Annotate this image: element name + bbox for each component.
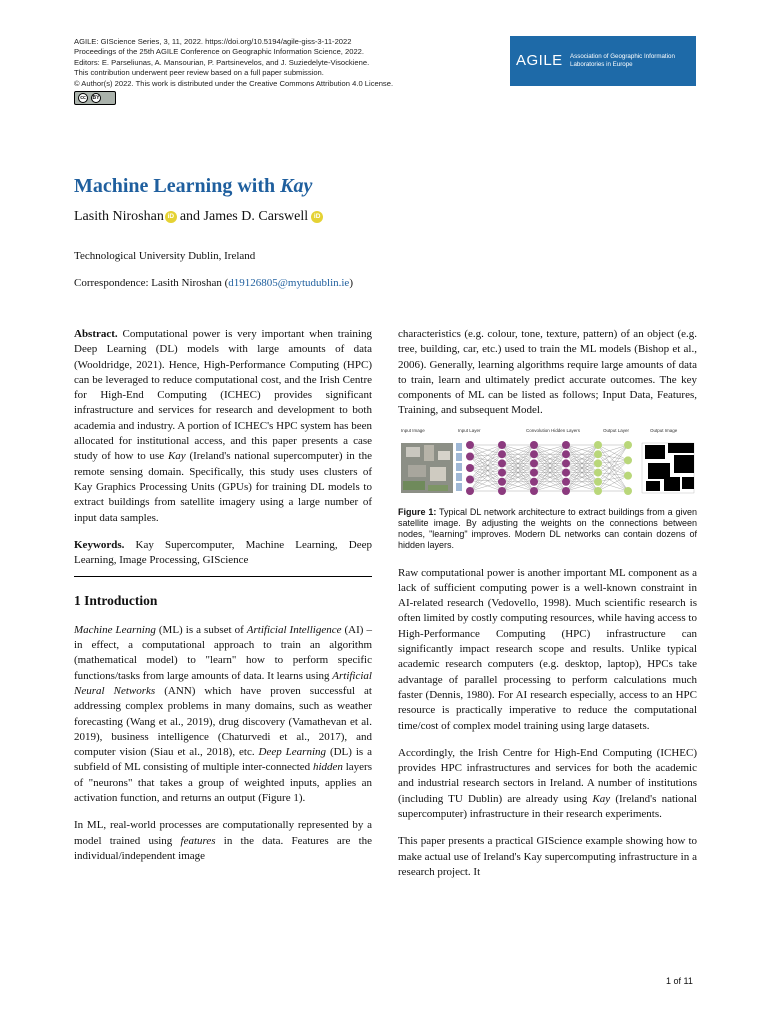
network-node [466, 487, 474, 495]
cc-icon: cc [78, 93, 88, 103]
network-node [562, 478, 570, 486]
correspondence-label: Correspondence: Lasith Niroshan ( [74, 277, 229, 289]
header-line: Proceedings of the 25th AGILE Conference on Geographic Information Science, 2022. [74, 47, 365, 57]
figure-label: Convolution Hidden Layers [526, 427, 581, 433]
network-node [594, 487, 602, 495]
correspondence-close: ) [349, 277, 353, 289]
creative-commons-badge[interactable] [74, 91, 116, 105]
network-node [530, 441, 538, 449]
left-column [74, 327, 372, 876]
author-name: Lasith Niroshan [74, 209, 164, 224]
network-edge [470, 482, 502, 491]
figure-label: Output Image [650, 427, 678, 433]
email-link[interactable]: d19126805@mytudublin.ie [228, 277, 350, 289]
page-number: 1 of 11 [666, 976, 693, 986]
logo-subtitle-line2: Laboratories in Europe [570, 60, 633, 68]
title-italic: Kay [280, 175, 313, 197]
network-node [594, 468, 602, 476]
network-node [594, 478, 602, 486]
input-pixel [456, 463, 462, 471]
abstract-text: (Ireland's national supercomputer) in the remote sensing domain. Specifically, this study uses clusters of Kay Graphics Processing Units (GPUs) for training DL models to extract buildings from satellite imagery using a large number of input data samples. [74, 450, 372, 524]
network-node [624, 441, 632, 449]
satellite-image [401, 443, 453, 493]
network-edge [598, 463, 628, 491]
network-node [624, 471, 632, 479]
network-node [562, 459, 570, 467]
network-node [466, 464, 474, 472]
input-pixel [456, 473, 462, 481]
logo-subtitle [570, 53, 675, 68]
body-paragraph [398, 746, 697, 822]
network-node [594, 459, 602, 467]
network-node [562, 487, 570, 495]
network-node [530, 487, 538, 495]
italic-term: features [180, 834, 216, 847]
network-edge [598, 445, 628, 463]
title-main: Machine Learning with [74, 175, 281, 197]
network-node [466, 441, 474, 449]
body-text: (ML) is a subset of [155, 623, 247, 636]
network-node [498, 487, 506, 495]
figure-caption [398, 507, 697, 552]
network-node [594, 441, 602, 449]
orcid-icon[interactable]: iD [165, 211, 177, 223]
body-paragraph: Raw computational power is another important ML component as a lack of sufficient computing power is a well-known constraint in AI-related research (Vedovello, 1998). Much scientific research is often limited by costly computing resources, while having access to High-Performance Computing (HPC) infrastructure can significantly impact research scope and results. Unlike typical academic research computers (e.g. desktop, laptop), HPCs take advantage of parallel processing to perform calculations much faster (Dennis, 1980). For AI research especially, access to an HPC resource is practically imperative to reduce the computational time/cost of complex model training using large datasets. [398, 566, 697, 732]
figure-label: Output Layer [603, 427, 630, 433]
header-line: AGILE: GIScience Series, 3, 11, 2022. https://doi.org/10.5194/agile-giss-3-11-2022 [74, 37, 352, 46]
network-node [498, 468, 506, 476]
network-node [530, 450, 538, 458]
header-line: © Author(s) 2022. This work is distributed under the Creative Commons Attribution 4.0 License. [74, 78, 394, 88]
input-pixel [456, 453, 462, 461]
network-node [530, 468, 538, 476]
network-node [498, 478, 506, 486]
abstract [74, 327, 372, 526]
correspondence [74, 277, 353, 289]
input-pixel [456, 483, 462, 491]
intro-paragraph [74, 623, 372, 807]
network-edge [598, 463, 628, 475]
author-list [74, 209, 326, 225]
italic-term: Artificial Neural Networks [74, 669, 372, 697]
body-text: (AI) – in effect, a computational approach to train an algorithm (mathematical model) to "learn" how to perform specific functions/tasks from large amounts of data. It learns using [74, 623, 372, 682]
network-node [498, 441, 506, 449]
network-node [466, 475, 474, 483]
right-column [398, 327, 697, 892]
affiliation: Technological University Dublin, Ireland [74, 250, 256, 262]
orcid-icon[interactable]: iD [311, 211, 323, 223]
body-text: (Ireland's national supercomputer) infrastructure in their research experiments. [398, 792, 697, 821]
caption-label: Figure 1: [398, 506, 437, 517]
network-edge [470, 454, 502, 479]
body-paragraph: characteristics (e.g. colour, tone, texture, pattern) of an object (e.g. tree, building, car, etc.) used to train the ML models (Bishop et al., 2006). Generally, learning algorithms require large amounts of data to train, learn and ultimately predict accurate outcomes. The key components of ML can be listed as follows; Input Data, Features, Training, and subsequent Model. [398, 328, 697, 417]
figure-label: Input Layer [458, 427, 481, 433]
network-edge [598, 445, 628, 473]
body-text: In ML, real-world processes are computationally represented by a model trained using [74, 819, 372, 847]
keywords-label: Keywords. [74, 538, 125, 551]
logo-subtitle-line1: Association of Geographic Information [570, 53, 675, 60]
network-node [498, 450, 506, 458]
network-node [624, 487, 632, 495]
author-name: and James D. Carswell [179, 209, 309, 224]
network-diagram [398, 425, 697, 497]
network-node [530, 478, 538, 486]
by-icon: BY [92, 95, 100, 101]
network-edge [470, 456, 502, 481]
abstract-kay: Kay [167, 450, 186, 463]
network-node [466, 452, 474, 460]
caption-text: Typical DL network architecture to extract buildings from a given satellite image. By adjusting the weights on the connections between nodes, "learning" improves. Modern DL networks can contain dozens of hidden layers. [398, 506, 697, 551]
publication-header [74, 37, 494, 89]
section-divider [74, 576, 372, 577]
keywords [74, 538, 372, 569]
header-line: Editors: E. Parseliunas, A. Mansourian, P. Partsinevelos, and J. Suziedelyte-Visockiene. [74, 57, 370, 67]
header-line: This contribution underwent peer review based on a full paper submission. [74, 68, 324, 78]
body-text: Accordingly, the Irish Centre for High-End Computing (ICHEC) provides HPC infrastructures and services for both the academic and industrial research sectors in Ireland. A number of institutions (including TU Dublin) are already using [398, 746, 697, 805]
network-node [594, 450, 602, 458]
body-text: in the data. Features are the individual/independent image [74, 834, 373, 862]
neural-network [456, 441, 632, 495]
paper-title [74, 175, 312, 198]
network-node [498, 459, 506, 467]
section-heading: 1 Introduction [74, 593, 158, 609]
italic-term: hidden [312, 761, 343, 774]
body-text: (ANN) which have proven successful at addressing complex problems in many domains, such as weather forecasting (Wang et al., 2019), drug discovery (Vamathevan et al. 2019), business intelligence (Chaturvedi et al., 2017), and computer vision (Siau et al., 2018), etc. [74, 684, 372, 759]
agile-logo [510, 36, 696, 86]
output-mask-image [642, 443, 694, 493]
keywords-text: Kay Supercomputer, Machine Learning, Deep Learning, Image Processing, GIScience [74, 538, 372, 567]
body-text: (DL) is a subfield of ML consisting of multiple inter-connected [74, 746, 373, 774]
network-edge [470, 445, 502, 482]
input-pixel [456, 443, 462, 451]
network-edge [470, 445, 502, 454]
abstract-label: Abstract. [74, 328, 118, 340]
network-edge [470, 454, 502, 491]
network-edge [470, 445, 502, 463]
network-node [530, 459, 538, 467]
network-node [562, 441, 570, 449]
body-kay: Kay [592, 792, 611, 805]
italic-term: Artificial Intelligence [246, 623, 342, 636]
network-edge [470, 445, 502, 457]
italic-term: Machine Learning [74, 623, 156, 636]
figure-label: Input Image [401, 427, 425, 433]
network-edge [598, 460, 628, 472]
intro-paragraph [74, 818, 372, 864]
network-node [624, 456, 632, 464]
abstract-text: Computational power is very important when training Deep Learning (DL) models with large amounts of data (Wooldridge, 2021). Hence, High-Performance Computing (HPC) can be leveraged to reduce computational cost, and the Irish Centre for High-End Computing (ICHEC) provides significant infrastructure and services for research and development to both academia and industry. A portion of ICHEC's HPC system has been allocated for institutional access, and this paper presents a case study of how to use [74, 328, 372, 463]
network-node [562, 450, 570, 458]
network-node [562, 468, 570, 476]
figure-1 [398, 425, 697, 497]
network-edge [598, 472, 628, 490]
italic-term: Deep Learning [258, 746, 327, 759]
network-edge [470, 472, 502, 490]
network-edge [470, 479, 502, 491]
logo-text: AGILE [516, 52, 563, 69]
body-text: layers of "neurons" that takes a group of weighted inputs, applies an activation function, and returns an output (Figure 1). [74, 761, 372, 805]
body-paragraph: This paper presents a practical GIScience example showing how to make actual use of Ireland's Kay supercomputing infrastructure in a research project. It [398, 835, 697, 878]
